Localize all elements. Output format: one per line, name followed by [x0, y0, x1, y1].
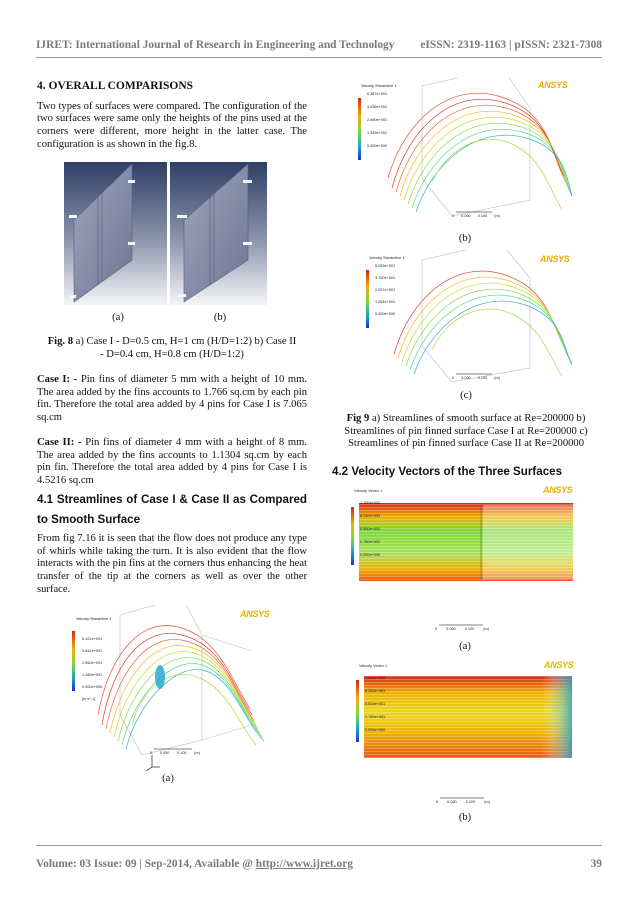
fig10b-label: (b) [458, 812, 472, 823]
legend-title: Velocity Streamline 1 [361, 84, 397, 88]
section-title: 4. OVERALL COMPARISONS [37, 80, 194, 92]
scale-tick: (m) [483, 627, 489, 631]
page-number: 39 [590, 858, 602, 870]
fig9c-scale [452, 376, 500, 381]
fig9-caption-text: a) Streamlines of smooth surface at Re=200000 b) Streamlines of pin finned surface Case I at Re=200000 c) Streamlines of pin finned surface Case II at Re=200000 [344, 413, 588, 450]
fig9c-label: (c) [460, 390, 472, 401]
footer-rule [36, 845, 602, 846]
section-4-2-title: 4.2 Velocity Vectors of the Three Surfaces [332, 465, 563, 478]
legend-value: 6.387e+001 [367, 92, 388, 96]
left-column [37, 80, 307, 152]
case2-paragraph [37, 437, 307, 488]
fig9b-image [352, 78, 572, 230]
fig9b-label: (b) [458, 233, 472, 244]
legend-value: 0.000e+000 [82, 685, 103, 689]
legend-value: 0.000e+000 [360, 553, 381, 557]
scale-tick: 0.100 [477, 376, 488, 380]
scale-tick: 0.050 [461, 376, 471, 380]
legend-value: 3.790e+001 [375, 276, 396, 280]
fig8-caption [46, 336, 298, 361]
scale-tick: 0 [452, 376, 455, 380]
ansys-logo: ANSYS [544, 660, 574, 670]
scale-tick: (m) [194, 751, 200, 755]
fig9-caption [332, 413, 600, 451]
scale-tick: 0.100 [177, 751, 187, 755]
fig9a-scale [150, 751, 200, 756]
fig9a-legend [76, 617, 112, 701]
legend-value: 2.750e+001 [360, 540, 381, 544]
legend-value: 1.100e+002 [365, 676, 386, 680]
scale-tick: 0 [452, 214, 455, 218]
fig10a-legend [354, 489, 383, 557]
scale-tick: 0.100 [465, 800, 476, 804]
fig8-caption-label: Fig. 8 [47, 336, 74, 347]
case-descriptions [37, 374, 307, 488]
ansys-logo: ANSYS [540, 254, 570, 264]
case1-paragraph [37, 374, 307, 425]
legend-title: Velocity Vector 1 [359, 664, 388, 668]
legend-value: 3.841e+001 [82, 649, 103, 653]
fig8b-image [170, 162, 267, 305]
section-4-1-title: 4.1 Streamlines of Case I & Case II as Compared to Smooth Surface [37, 493, 307, 526]
fig9a-label: (a) [162, 773, 174, 784]
fig10a-scale [435, 627, 489, 632]
scale-tick: 0.050 [159, 751, 170, 755]
scale-tick: 0.100 [464, 627, 475, 631]
legend-value: 2.690e+001 [367, 118, 388, 122]
legend-value: 0.000e+000 [375, 312, 396, 316]
legend-values [367, 88, 407, 153]
fig8a-label: (a) [112, 312, 124, 323]
fig8a-image [64, 162, 167, 305]
legend-value: 5.121e+001 [82, 637, 103, 641]
legend-value: 0.000e+000 [367, 144, 388, 148]
scale-tick: 0.100 [477, 214, 488, 218]
fig8b-label: (b) [213, 312, 227, 323]
scale-tick: (m) [494, 376, 500, 380]
fig10b-legend [359, 664, 388, 732]
header-rule [36, 57, 602, 58]
legend-value: 5.053e+001 [375, 264, 396, 268]
running-footer [36, 858, 602, 870]
legend-values [82, 633, 122, 705]
footer-volume-text: Volume: 03 Issue: 09 | Sep-2014, Available @ [36, 858, 256, 870]
legend-value: 5.500e+001 [360, 527, 381, 531]
scale-tick: 0 [436, 800, 439, 804]
intro-paragraph: Two types of surfaces were compared. The configuration of the two surfaces were same only the heights of the pins used at the corners were different, more height in the latter case. The configuration is as shown in the fig.8. [37, 100, 307, 150]
scale-tick: (m) [494, 214, 500, 218]
legend-value: 1.264e+001 [375, 300, 396, 304]
legend-values [360, 497, 400, 562]
scale-tick: (m) [484, 800, 490, 804]
section-4-2 [332, 462, 600, 482]
legend-value: 1.345e+001 [367, 131, 388, 135]
journal-url-link[interactable]: http://www.ijret.org [255, 858, 353, 870]
ansys-logo: ANSYS [240, 609, 270, 619]
fig10a-label: (a) [459, 641, 471, 652]
fig9c-image [360, 250, 572, 390]
legend-value: 2.527e+001 [375, 288, 396, 292]
legend-value: 2.560e+001 [82, 661, 103, 665]
fig9a-image [62, 605, 274, 771]
legend-unit: [m s^-1] [82, 697, 96, 701]
legend-value: 4.036e+001 [367, 105, 388, 109]
section-4-1-paragraph: From fig 7.16 it is seen that the flow does not produce any type of whirls while taking the turn. It is also evident that the flow interacts with the pin fins at the corners thus enhancing the heat transfer of the tip at the corners as well as over the other surface. [37, 533, 307, 595]
legend-value: 2.750e+001 [365, 715, 386, 719]
fig8-caption-text: a) Case I - D=0.5 cm, H=1 cm (H/D=1:2) b) Case II - D=0.4 cm, H=0.8 cm (H/D=1:2) [73, 336, 297, 360]
case1-label: Case I: - [37, 374, 78, 385]
fig9c-legend [369, 256, 405, 316]
fig10b-image [352, 660, 578, 808]
footer-volume [36, 858, 353, 870]
legend-values [365, 672, 405, 737]
legend-value: 0.000e+000 [365, 728, 386, 732]
legend-value: 8.250e+001 [360, 514, 381, 518]
scale-tick: 0.050 [461, 214, 471, 218]
legend-title: Velocity Streamline 1 [369, 256, 405, 260]
legend-title: Velocity Streamline 1 [76, 617, 112, 621]
legend-value: 1.280e+001 [82, 673, 103, 677]
legend-values [375, 260, 415, 320]
ansys-logo: ANSYS [543, 485, 573, 495]
scale-tick: 0.050 [446, 627, 456, 631]
ansys-logo: ANSYS [538, 80, 568, 90]
legend-value: 1.100e+002 [360, 501, 381, 505]
fig10a-image [343, 485, 579, 635]
fig10b-scale [436, 800, 490, 805]
journal-name: IJRET: International Journal of Research in Engineering and Technology [36, 39, 395, 51]
section-4-1 [37, 490, 307, 597]
fig9b-legend [361, 84, 397, 148]
legend-value: 5.500e+001 [365, 702, 386, 706]
scale-tick: 0 [435, 627, 438, 631]
fig9-caption-label: Fig 9 [346, 413, 370, 424]
case2-label: Case II: - [37, 436, 82, 448]
fig9b-scale [452, 214, 500, 219]
scale-tick: 0.050 [447, 800, 457, 804]
case1-text: Pin fins of diameter 5 mm with a height of 10 mm. The area added by the fins accounts to 1.766 sq.cm by each pin fin. Therefore the total area added by 4 pins for Case I is 7.065 sq.cm [37, 374, 308, 424]
scale-tick: 0 [150, 751, 153, 755]
legend-title: Velocity Vector 1 [354, 489, 383, 493]
running-header [36, 39, 602, 51]
issn: eISSN: 2319-1163 | pISSN: 2321-7308 [420, 39, 602, 51]
legend-value: 8.250e+001 [365, 689, 386, 693]
case2-text: Pin fins of diameter 4 mm with a height of 8 mm. The area added by the fins accounts to 1.1304 sq.cm by each pin fin. Therefore the total area added by 4 pins for Case I is 4.5216 sq.cm [37, 436, 307, 486]
